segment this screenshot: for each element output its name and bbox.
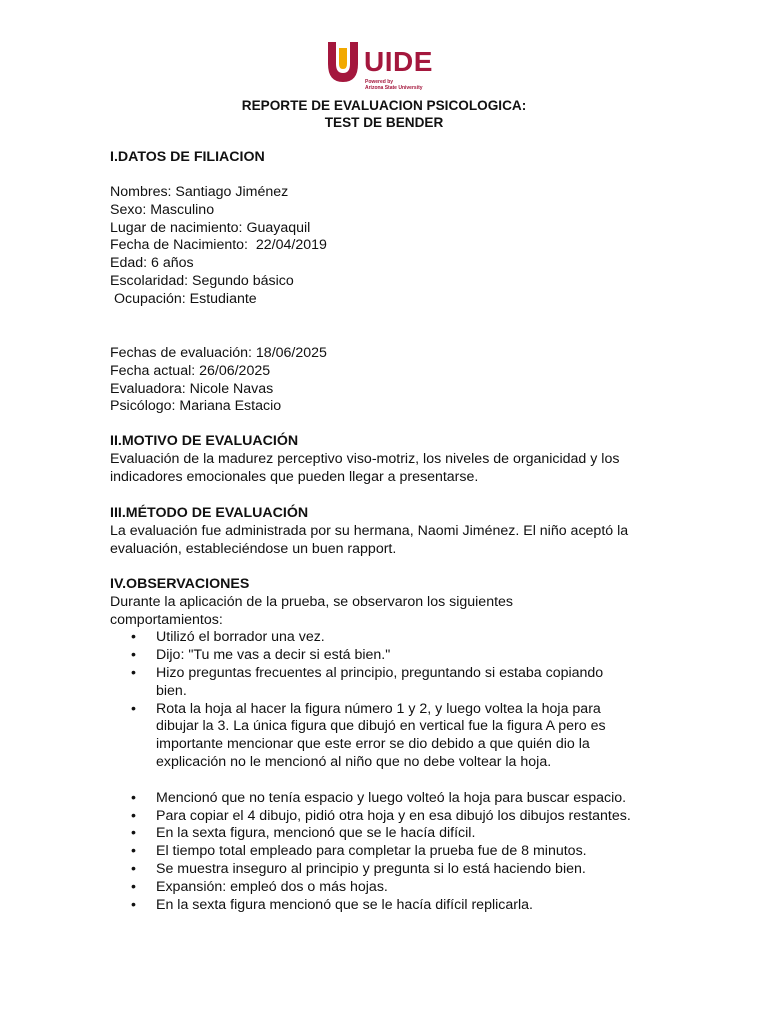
field-evaluadora: Evaluadora: Nicole Navas [110,380,274,397]
list-item: • El tiempo total empleado para completar la prueba fue de 8 minutos. [131,843,587,860]
bullet-icon: • [131,647,136,664]
report-title-line-2: TEST DE BENDER [324,115,444,130]
field-lugar-nacimiento: Lugar de nacimiento: Guayaquil [110,219,311,236]
logo-asu-label: Arizona State University [365,85,423,91]
section-heading: II.MOTIVO DE EVALUACIÓN [110,433,299,449]
list-item: • Mencionó que no tenía espacio y luego volteó la hoja para buscar espacio. [131,789,627,806]
uide-shield-icon [328,42,358,82]
report-title-line-1: REPORTE DE EVALUACION PSICOLOGICA: [241,98,527,113]
evaluation-fields [110,345,670,416]
bullet-icon: • [131,896,136,913]
bullet-icon: • [131,629,136,646]
bullet-icon: • [131,789,136,806]
section-heading: I.DATOS DE FILIACION [110,149,265,165]
list-item: • Se muestra inseguro al principio y pregunta si lo está haciendo bien. [131,860,586,877]
logo-powered-label: Powered by [365,79,394,85]
observations-list-a [110,629,670,771]
list-item: • Rota la hoja al hacer la figura número 1 y 2, y luego voltea la hoja para dibujar la 3. La única figura que dibujó en vertical fue la figura A pero es importante mencionar que este error se dio debido a que quién dio la explicación no le mencionó al niño que no debe voltear la hoja. [131,700,606,770]
uide-logo [328,42,443,94]
bullet-icon: • [131,700,136,717]
section-observaciones [110,576,670,914]
field-nombres: Nombres: Santiago Jiménez [110,184,289,200]
section-text: La evaluación fue administrada por su hermana, Naomi Jiménez. El niño aceptó la evaluación, estableciéndose un buen rapport. [110,522,629,557]
report-title [0,97,768,131]
section-heading: III.MÉTODO DE EVALUACIÓN [110,505,309,521]
field-fecha-actual: Fecha actual: 26/06/2025 [110,362,271,379]
bullet-icon: • [131,860,136,877]
logo-wordmark: UIDE [364,46,433,77]
bullet-icon: • [131,664,136,681]
section-text: Evaluación de la madurez perceptivo viso-motriz, los niveles de organicidad y los indicadores emocionales que pueden llegar a presentarse. [110,450,620,485]
field-fecha-nacimiento: Fecha de Nacimiento: 22/04/2019 [110,237,327,254]
observations-list-b [110,790,670,915]
section-heading: IV.OBSERVACIONES [110,576,250,592]
field-ocupacion: Ocupación: Estudiante [110,290,257,307]
field-escolaridad: Escolaridad: Segundo básico [110,272,294,289]
section-motivo-evaluacion [110,433,670,486]
list-item: • Utilizó el borrador una vez. [131,629,325,646]
field-sexo: Sexo: Masculino [110,201,215,218]
bullet-icon: • [131,878,136,895]
field-edad: Edad: 6 años [110,255,194,272]
list-item: • Para copiar el 4 dibujo, pidió otra hoja y en esa dibujó los dibujos restantes. [131,807,631,824]
list-item: • En la sexta figura mencionó que se le hacía difícil replicarla. [131,896,533,913]
bullet-icon: • [131,807,136,824]
section-intro: Durante la aplicación de la prueba, se observaron los siguientes comportamientos: [110,593,514,628]
list-item: • Hizo preguntas frecuentes al principio, preguntando si estaba copiando bien. [131,664,604,699]
list-item: • En la sexta figura, mencionó que se le hacía difícil. [131,825,476,842]
section-datos-filiacion [110,149,670,167]
bullet-icon: • [131,825,136,842]
filiacion-fields [110,184,670,309]
list-item: • Dijo: "Tu me vas a decir si está bien." [131,647,391,664]
logo-powered-by [365,79,423,91]
field-fechas-evaluacion: Fechas de evaluación: 18/06/2025 [110,345,327,361]
list-item: • Expansión: empleó dos o más hojas. [131,878,388,895]
bullet-icon: • [131,843,136,860]
section-metodo-evaluacion [110,505,670,558]
field-psicologo: Psicólogo: Mariana Estacio [110,398,282,415]
